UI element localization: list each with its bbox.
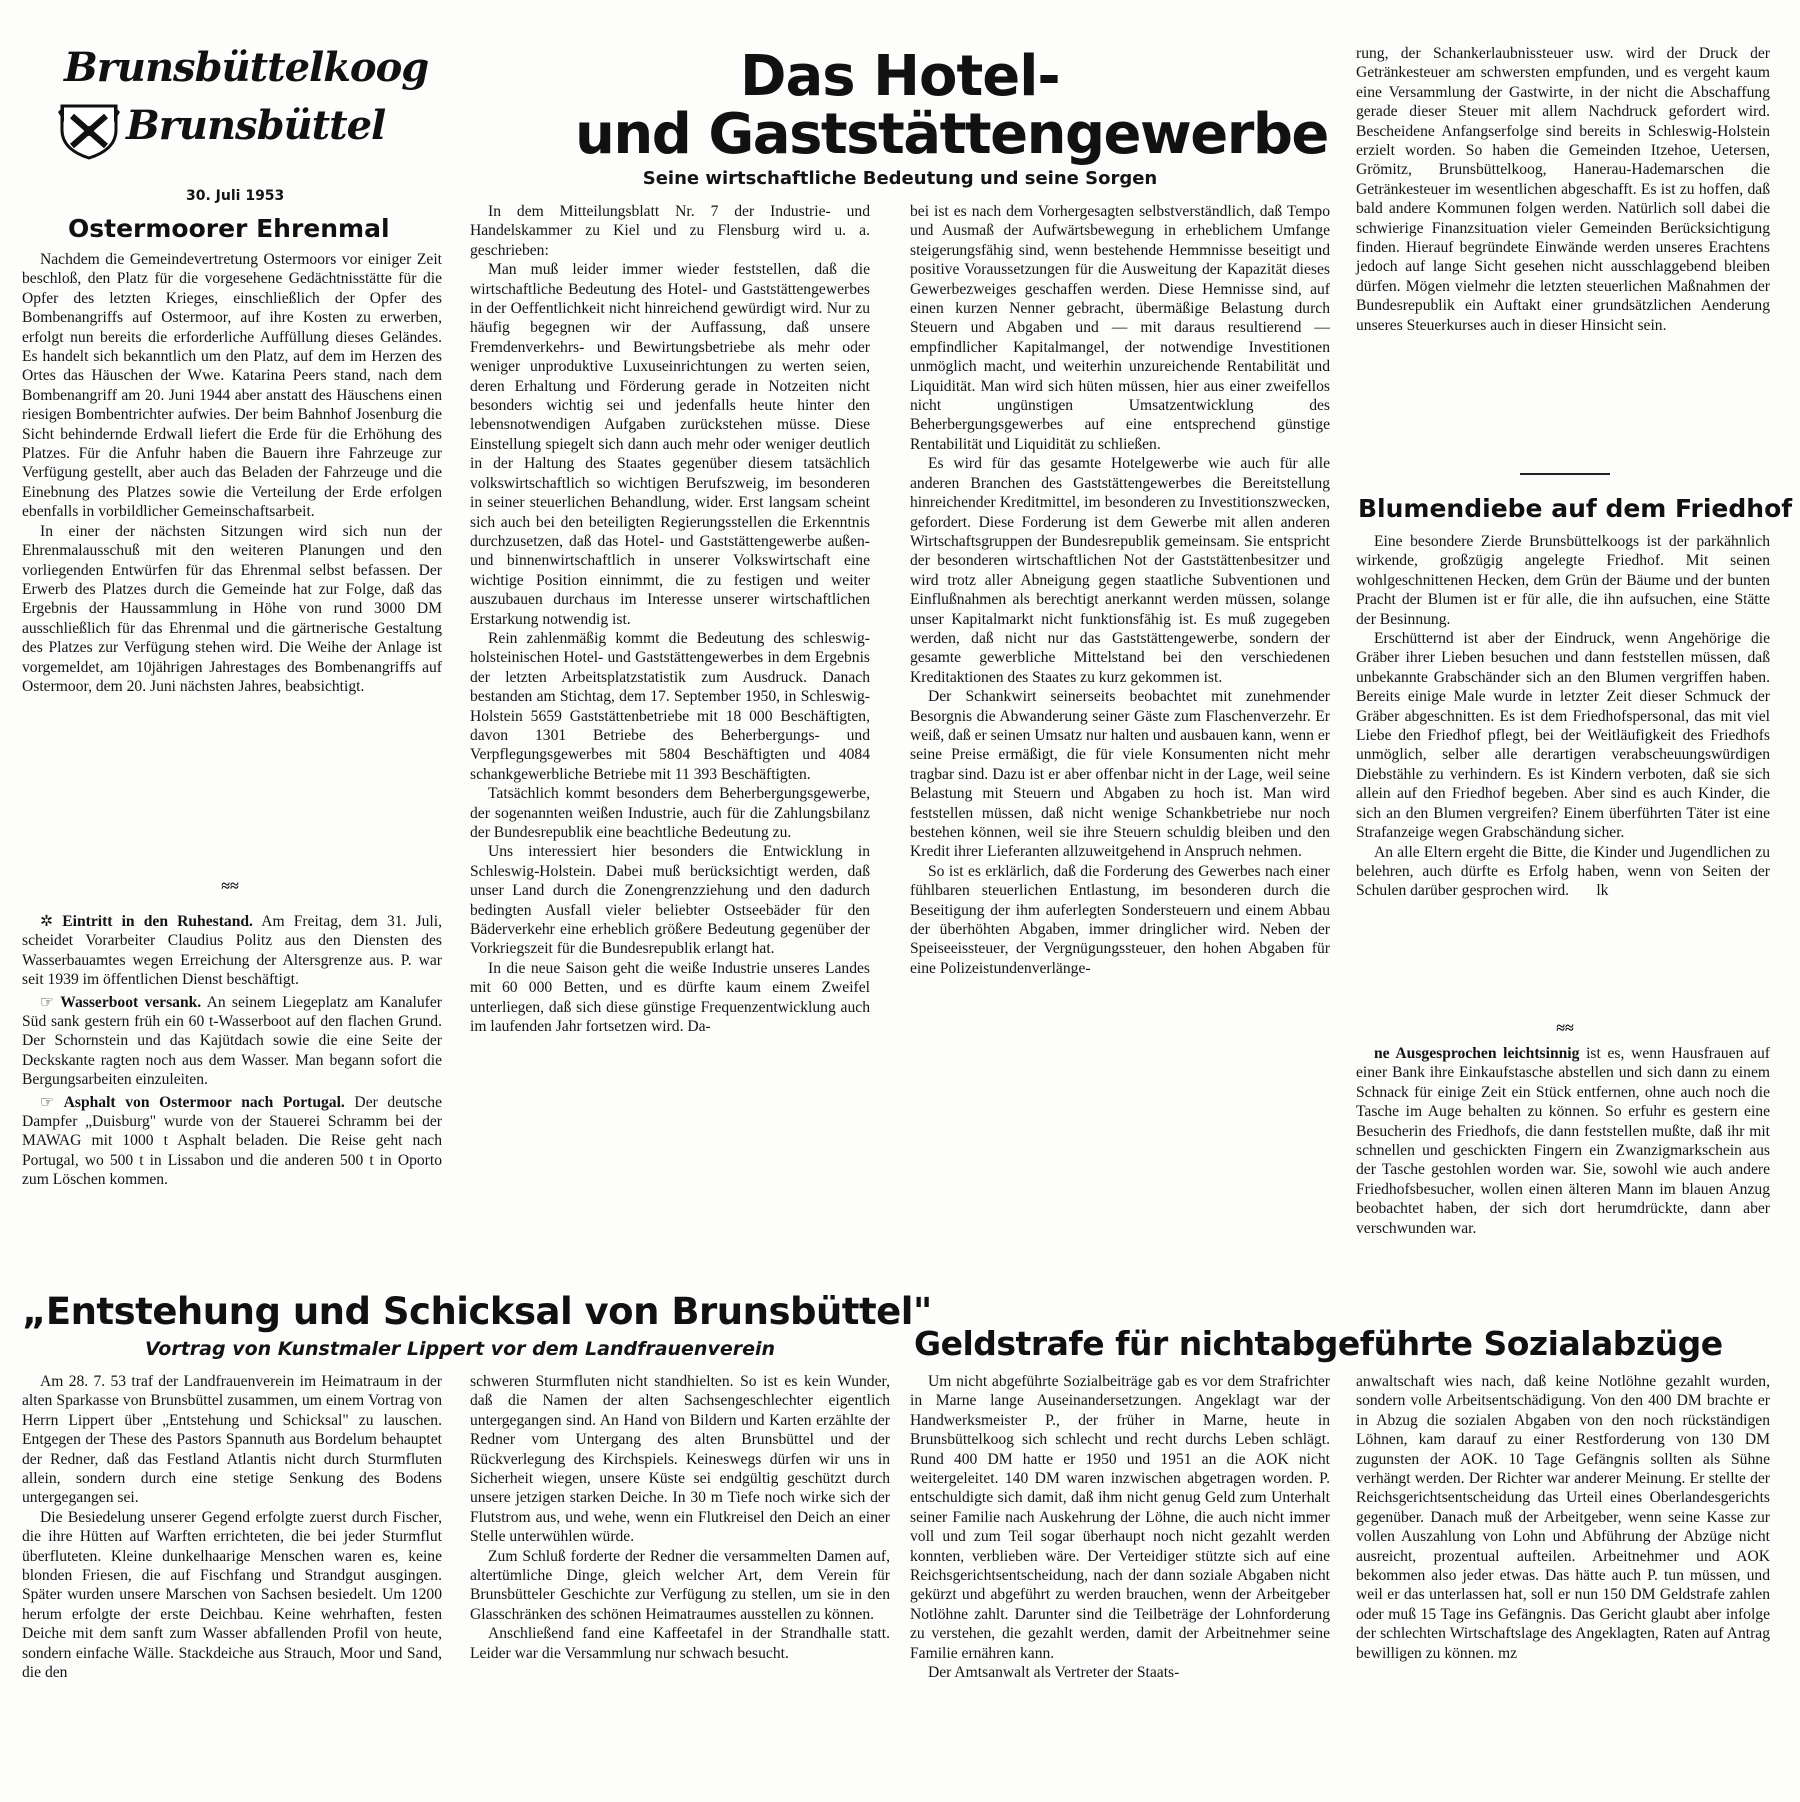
- hotel-column-2: [910, 202, 1330, 978]
- note-ruhestand-title: Eintritt in den Ruhestand.: [62, 913, 253, 930]
- entstehung-column-2: [470, 1372, 890, 1663]
- hotel-para: Uns interessiert hier besonders die Entwicklung in Schleswig-Holstein. Dabei muß berücksichtigt werden, daß unser Land durch die Zonengrenzziehung und den dadurch bedingten Ausfall vieler beliebter Ostseebäder für den Bäderverkehr eine erheblich größere Bedeutung gegenüber der Vorkriegszeit für die Bundesrepublik erlangt hat.: [470, 843, 870, 958]
- entstehung-para: Die Besiedelung unserer Gegend erfolgte zuerst durch Fischer, die ihre Hütten auf Warften errichteten, die bei jeder Sturmflut überfluteten. Kleine dunkelhaarige Menschen waren es, keine blonden Friesen, die auf Fischfang und Strandgut ausgingen. Später wurden unsere Marschen von Sachsen besiedelt. Um 1200 herum erfolgte der erste Deichbau. Keine wehrhaften, festen Deiche mit dem sanft zum Wasser abfallenden Profil von heute, sondern einfache Wälle. Stackdeiche aus Strauch, Moor und Sand, die den: [22, 1508, 442, 1682]
- hotel-title-line2: und Gaststättengewerbe: [575, 102, 1328, 167]
- hotel-column-3: [1356, 44, 1770, 335]
- leichtsinnig-text: ist es, wenn Hausfrauen auf einer Bank ihre Einkaufstasche abstellen und sich dann zu einem Schnack für einige Zeit ein Stück entfernen, ohne auch noch die Tasche im Auge behalten zu können. So erfuhr es gestern eine Besucherin des Friedhofs, die dann feststellen mußte, daß ihr mit schnellen und geschickten Fingern ein Zwanzigmarkschein aus der Tasche gestohlen worden war. Sie, sowohl wie auch andere Friedhofsbesucher, wollen einen älteren Mann im blauen Anzug beobachtet haben, der sich dort herumdrückte, dann aber verschwunden war.: [1356, 1045, 1770, 1237]
- entstehung-para: schweren Sturmfluten nicht standhielten. So ist es kein Wunder, daß die Namen der alten Sachsengeschlechter eigentlich untergegangen sind. An Hand von Bildern und Karten erzählte der Redner vom Untergang des alten Brunsbüttel und der Rückverlegung des Kirchspiels. Keineswegs dürfen wir uns in Sicherheit wiegen, unsere Küste sei endgültig geschützt durch unsere jetzigen starken Deiche. In 30 m Tiefe noch wirke sich der Flutstrom aus, und wehe, wenn ein Flutkreisel den Deich an einer Stelle unterwühlen würde.: [470, 1373, 890, 1546]
- geldstrafe-column-1: [910, 1372, 1330, 1683]
- separator-squiggle: ≈≈: [221, 878, 239, 895]
- ehrenmal-body: [22, 250, 442, 696]
- note-asphalt-text: Der deutsche Dampfer „Duisburg" wurde von der Stauerei Schramm bei der MAWAG mit 1000 t Asphalt beladen. Die Reise geht nach Portugal, wo 500 t in Lissabon und die anderen 500 t in Oporto zum Löschen kommen.: [22, 1093, 442, 1189]
- hotel-para: So ist es erklärlich, daß die Forderung des Gewerbes nach einer fühlbaren steuerlichen Entlastung, im besonderen durch die Beseitigung der ihm auferlegten Sondersteuern und einem Abbau der überhöhten Abgaben, immer dringlicher wird. Neben der Speiseeissteuer, der Vergnügungssteuer, den hohen Abgaben für eine Polizeistundenverlänge-: [910, 862, 1330, 977]
- star-icon: ✲: [40, 913, 54, 930]
- hotel-para: Rein zahlenmäßig kommt die Bedeutung des schleswig-holsteinischen Hotel- und Gaststättengewerbes in dem Ergebnis der letzten Arbeitsplatzstatistik zum Ausdruck. Danach bestanden am Stichtag, dem 17. September 1950, in Schleswig-Holstein 5659 Gaststättenbetriebe mit 18 000 Beschäftigten, davon 1301 Betriebe des Beherbergungs- und Verpflegungsgewerbes mit 5804 Beschäftigten und 4084 schankgewerbliche Betriebe mit 11 393 Beschäftigten.: [470, 629, 870, 783]
- hotel-subtitle: Seine wirtschaftliche Bedeutung und seine Sorgen: [642, 168, 1158, 189]
- ehrenmal-para-2: In einer der nächsten Sitzungen wird sich nun der Ehrenmalausschuß mit den weiteren Planungen und den vorliegenden Entwürfen für das Ehrenmal selbst befassen. Der Erwerb des Platzes durch die Gemeinde hat zur Folge, daß das Ergebnis der Haussammlung in Höhe von rund 3000 DM ausschließlich für das Ehrenmal und die gärtnerische Gestaltung des Platzes zur Verfügung stehen wird. Die Weihe der Anlage ist vorgemeldet, am 10jährigen Jahrestages des Bombenangriffs auf Ostermoor, dem 20. Juni nächsten Jahres, beabsichtigt.: [22, 522, 442, 695]
- hotel-title-line1: Das Hotel-: [740, 44, 1060, 109]
- masthead-logo: [58, 40, 429, 160]
- hotel-para: Der Schankwirt seinerseits beobachtet mit zunehmender Besorgnis die Abwanderung seiner Gäste zum Flaschenverzehr. Er weiß, daß er seinen Umsatz nur halten und ausbauen kann, wenn er seine Preise ermäßigt, die für viele Konsumenten nicht mehr tragbar sind. Dazu ist er aber offenbar nicht in der Lage, weil seine Belastung mit Steuern und Abgaben zu hoch ist. Man wird feststellen müssen, daß nicht wenige Schankbetriebe nur noch bestehen können, weil sie ihre Steuern schuldig bleiben und den Kredit ihrer Lieferanten allzuweitgehend in Anspruch nehmen.: [910, 688, 1330, 861]
- entstehung-para: Zum Schluß forderte der Redner die versammelten Damen auf, altertümliche Dinge, gleich welcher Art, dem Verein für Brunsbütteler Geschichte zur Verfügung zu stellen, um sie in den Glasschränken des schönen Heimatraumes ausstellen zu können.: [470, 1547, 890, 1623]
- hotel-column-1: [470, 202, 870, 1036]
- coat-of-arms-icon: [58, 102, 120, 160]
- ehrenmal-para-1: Nachdem die Gemeindevertretung Ostermoors vor einiger Zeit beschloß, den Platz für die vorgesehene Gedächtnisstätte für die Opfer des letzten Krieges, einschließlich der Opfer des Bombenangriffs auf Ostermoor, auf ihre Kosten zu erwerben, erfolgt nun bereits die erforderliche Auffüllung dieses Geländes. Es handelt sich bekanntlich um den Platz, auf dem im Herzen des Ortes das Häuschen der Wwe. Katarina Peers stand, nach dem Bombenangriff am 20. Juni 1944 aber anstatt des Häuschens einen riesigen Bombentrichter aufwies. Der beim Bahnhof Josenburg die Sicht behindernde Erdwall liefert die Erde für die Erhöhung des Platzes. Für die Anfuhr haben die Bauern ihre Fahrzeuge zur Verfügung gestellt, aber auch das Beladen der Fahrzeuge und die Einebnung des Platzes sowie die Verteilung der Erde erfolgen ebenfalls in vorbildlicher Gemeinschaftsarbeit.: [22, 251, 442, 521]
- hotel-para: Man muß leider immer wieder feststellen, daß die wirtschaftliche Bedeutung des Hotel- und Gaststättengewerbes in der Oeffentlichkeit nicht hinreichend gewürdigt wird. Nur zu häufig begegnen wir der Auffassung, daß unsere Fremdenverkehrs- und Bewirtungsbetriebe als mehr oder weniger unproduktive Luxuseinrichtungen zu werten seien, deren Erhaltung und Förderung gerade in Notzeiten nicht besonders wichtig sei und jedenfalls heute hinter den lebensnotwendigen Aufgaben zurückstehen müsse. Diese Einstellung spiegelt sich dann auch mehr oder weniger deutlich in der Haltung des Staates gegenüber diesem tatsächlich volkswirtschaftlich so wichtigen Berufszweig, im besonderen in seiner steuerlichen Behandlung, wider. Erst langsam scheint sich auch bei den beteiligten Regierungsstellen die Erkenntnis durchzusetzen, daß das Hotel- und Gaststättengewerbe außen- und binnenwirtschaftlich in unserer Volkswirtschaft eine wichtige Position einnimmt, die zu festigen und weiter auszubauen durchaus im Interesse unserer wirtschaftlichen Erstarkung notwendig ist.: [470, 261, 870, 628]
- blumen-body: [1356, 532, 1774, 901]
- hotel-para: Es wird für das gesamte Hotelgewerbe wie auch für alle anderen Branchen des Gaststättengewerbes die Bereitstellung hinreichender Kreditmittel, im besonderen zu Investitionszwecken, gefordert. Diese Forderung ist dem Gewerbe mit allen anderen Wirtschaftsgruppen der Bundesrepublik gemeinsam. Sie entspricht der besonderen wirtschaftlichen Not der Gaststättenbesitzer und wird trotz aller Abneigung gegen staatliche Subventionen und Einflußnahmen als berechtigt anerkannt werden müssen, solange unser Kapitalmarkt nicht funktionsfähig ist. Es muß zugegeben werden, daß nicht nur das Gaststättengewerbe, sondern der gesamte gewerbliche Mittelstand bei den verschiedenen Kreditaktionen des Staates zu kurz gekommen ist.: [910, 455, 1330, 686]
- geldstrafe-para: Um nicht abgeführte Sozialbeiträge gab es vor dem Strafrichter in Marne lange Auseinandersetzungen. Angeklagt war der Handwerksmeister P., der früher in Marne, heute in Brunsbüttelkoog sich schlecht und recht durchs Leben schlägt. Rund 400 DM hatte er 1950 und 1951 an die AOK nicht weitergeleitet. 140 DM waren inzwischen abgetragen worden. P. entschuldigte sich damit, daß ihm nicht genug Geld zum Unterhalt seiner Familie nach Auskehrung der Löhne, die auch nicht immer voll und zum Teil sogar überhaupt noch nicht gezahlt werden konnten, verblieben wäre. Der Verteidiger stützte sich auf eine Reichsgerichtsentscheidung, nach der dann soziale Abgaben nicht gekürzt und abgeführt zu werden brauchen, wenn der Arbeitgeber Notlöhne zahlt. Darunter sind die Teilbeträge der Lohnforderung zu verstehen, die gezahlt werden, damit der Arbeitnehmer seine Familie ernähren kann.: [910, 1373, 1330, 1662]
- entstehung-column-1: [22, 1372, 442, 1683]
- blumen-para-2: Erschütternd ist aber der Eindruck, wenn Angehörige die Gräber ihrer Lieben besuchen und dann feststellen müssen, daß unbekannte Grabschänder sich an den Blumen vergriffen haben. Bereits einige Male wurde in letzter Zeit dieser Schmuck der Gräber abgeschnitten. Es ist dem Friedhofspersonal, das mit viel Liebe den Friedhof pflegt, bei der Weitläufigkeit des Friedhofs unmöglich, selber alle derartigen verabscheuungswürdigen Diebstähle zu verhindern. Es ist Kindern verboten, daß sie sich allein auf den Friedhof begeben. Aber sind es auch Kinder, die sich an den Blumen vergreifen? Einem überführten Täter ist eine Strafanzeige wegen Grabschändung sicher.: [1356, 630, 1770, 842]
- note-asphalt-title: Asphalt von Ostermoor nach Portugal.: [63, 1093, 345, 1111]
- note-wasserboot-title: Wasserboot versank.: [60, 993, 202, 1011]
- note-asphalt: [22, 1093, 442, 1190]
- geldstrafe-column-2: [1356, 1372, 1770, 1663]
- masthead-line1: Brunsbüttelkoog: [64, 44, 429, 91]
- pointing-hand-icon: ☞: [40, 993, 54, 1011]
- hotel-para: In dem Mitteilungsblatt Nr. 7 der Industrie- und Handelskammer zu Kiel und zu Flensburg wird u. a. geschrieben:: [470, 203, 870, 259]
- leichtsinnig-note: [1356, 1044, 1770, 1238]
- masthead-line2: Brunsbüttel: [126, 102, 386, 149]
- section-rule: [1520, 473, 1610, 475]
- hotel-para: rung, der Schankerlaubnissteuer usw. wird der Druck der Getränkesteuer am schwersten empfunden, und es vergeht kaum eine Versammlung der Gastwirte, in der nicht die Abschaffung gerade dieser Steuer mit allem Nachdruck gefordert wird. Bescheidene Anfangserfolge sind bereits in Schleswig-Holstein erzielt worden. So haben die Gemeinden Itzehoe, Uetersen, Grömitz, Brunsbüttelkoog, Hanerau-Hademarschen die Getränkesteuer im wesentlichen abgeschafft. Es ist zu hoffen, daß bald andere Kommunen folgen werden. Natürlich soll dabei die schwierige Finanzsituation vieler Gemeinden Berücksichtigung finden. Hierauf begründete Einwände werden unseres Erachtens jedoch auf lange Sicht gesehen nicht ausschlaggebend bleiben dürfen. Mögen vielmehr die letzten steuerlichen Maßnahmen der Bundesrepublik ein Auftakt einer grundsätzlichen Aenderung unseres Steuerkurses auch in dieser Hinsicht sein.: [1356, 45, 1770, 334]
- entstehung-para: Anschließend fand eine Kaffeetafel in der Strandhalle statt. Leider war die Versammlung nur schwach besucht.: [470, 1625, 890, 1662]
- geldstrafe-para: anwaltschaft wies nach, daß keine Notlöhne gezahlt wurden, sondern volle Arbeitsentschädigung. Von den 400 DM brachte er in Abzug die sozialen Abgaben von den noch rückständigen Löhnen, kam darauf zu einer Restforderung von 130 DM zugunsten der AOK. 10 Tage Gefängnis sollten als Sühne verhängt werden. Der Richter war anderer Meinung. Er stellte der Reichsgerichtsentscheidung das Urteil eines Oberlandesgerichts gegenüber. Danach muß der Arbeitgeber, wenn seine Kasse zur vollen Auszahlung von Lohn und Abführung der Abzüge nicht ausreicht, prozentual aufteilen. Arbeitnehmer und AOK bekommen also jeder etwas. Das hätte auch P. tun müssen, und weil er das unterlassen hat, soll er nun 150 DM Geldstrafe zahlen oder muß 15 Tage ins Gefängnis. Das Gericht glaubt aber infolge der schlechten Wirtschaftslage des Angeklagten, Raten auf Antrag bewilligen zu können. mz: [1356, 1373, 1770, 1662]
- pointing-hand-icon: ☞: [40, 1093, 54, 1111]
- hotel-para: In die neue Saison geht die weiße Industrie unseres Landes mit 60 000 Betten, und es dürfte kaum einem Zweifel unterliegen, daß sich diese günstige Frequenzentwicklung auch im laufenden Jahr fortsetzen wird. Da-: [470, 959, 870, 1036]
- ehrenmal-title: Ostermoorer Ehrenmal: [68, 214, 390, 243]
- geldstrafe-title: Geldstrafe für nichtabgeführte Sozialabzüge: [914, 1324, 1723, 1363]
- blumen-title: Blumendiebe auf dem Friedhof: [1358, 494, 1793, 523]
- blumen-para-3: An alle Eltern ergeht die Bitte, die Kinder und Jugendlichen zu belehren, auch dürfte es Erfolg haben, wenn von Seiten der Schulen darüber gesprochen wird. lk: [1356, 843, 1774, 900]
- entstehung-subtitle: Vortrag von Kunstmaler Lippert vor dem Landfrauenverein: [144, 1338, 776, 1360]
- masthead-date: 30. Juli 1953: [186, 188, 285, 204]
- hotel-para: Tatsächlich kommt besonders dem Beherbergungsgewerbe, der sogenannten weißen Industrie, auch für die Zahlungsbilanz der Bundesrepublik eine beachtliche Bedeutung zu.: [470, 785, 870, 841]
- note-ruhestand-text: Am Freitag, dem 31. Juli, scheidet Vorarbeiter Claudius Politz aus den Diensten des Wasserbauamtes wegen Erreichung der Altersgrenze aus. P. war seit 1939 im öffentlichen Dienst beschäftigt.: [22, 913, 442, 989]
- geldstrafe-para: Der Amtsanwalt als Vertreter der Staats-: [928, 1664, 1180, 1682]
- local-notes: [22, 912, 442, 1190]
- note-ruhestand: [22, 912, 442, 990]
- hotel-para: bei ist es nach dem Vorhergesagten selbstverständlich, daß Tempo und Ausmaß der Aufwärtsbewegung in erheblichem Umfange steigerungsfähig sind, wenn bestehende Hemmnisse beseitigt und positive Voraussetzungen für die Ausweitung der Kapazität dieses Gewerbezweiges geschaffen werden. Diese Hemnisse sind, auf einen kurzen Nenner gebracht, übermäßige Belastung durch Steuern und Abgaben und — mit daraus resultierend — empfindlicher Kapitalmangel, der notwendige Investitionen unmöglich macht, und weiterhin unzureichende Rentabilität und Liquidität. Man wird sich hüten müssen, hier aus einer zweifellos nicht ungünstigen Umsatzentwicklung des Beherbergungsgewerbes auf eine entsprechend günstige Rentabilität und Liquidität zu schließen.: [910, 203, 1330, 453]
- note-wasserboot-text: An seinem Liegeplatz am Kanalufer Süd sank gestern früh ein 60 t-Wasserboot auf den flachen Grund. Der Schornstein und das Kajütdach sowie die eine Seite der Deckskante ragten noch aus dem Wasser. Man begann sofort die Bergungsarbeiten einzuleiten.: [22, 993, 442, 1089]
- entstehung-para: Am 28. 7. 53 traf der Landfrauenverein im Heimatraum in der alten Sparkasse von Brunsbüttel zusammen, um einem Vortrag von Herrn Lippert über „Entstehung und Schicksal" zu lauschen. Entgegen der These des Pastors Spannuth aus Bordelum behauptet der Redner, daß das Festland Atlantis nicht durch Sturmfluten allein, sondern durch eine stetige Senkung des Bodens untergegangen sei.: [22, 1373, 442, 1507]
- leichtsinnig-title: ne Ausgesprochen leichtsinnig: [1374, 1045, 1580, 1062]
- blumen-para-1: Eine besondere Zierde Brunsbüttelkoogs ist der parkähnlich wirkende, großzügig angelegte Friedhof. Mit seinen wohlgeschnittenen Hecken, dem Grün der Bäume und der bunten Pracht der Blumen ist er für alle, die ihn aufsuchen, eine Stätte der Besinnung.: [1356, 533, 1770, 628]
- note-wasserboot: [22, 993, 442, 1090]
- leichtsinnig-para: [1356, 1044, 1770, 1238]
- entstehung-title: „Entstehung und Schicksal von Brunsbüttel": [22, 1290, 932, 1333]
- separator-squiggle: ≈≈: [1556, 1020, 1574, 1037]
